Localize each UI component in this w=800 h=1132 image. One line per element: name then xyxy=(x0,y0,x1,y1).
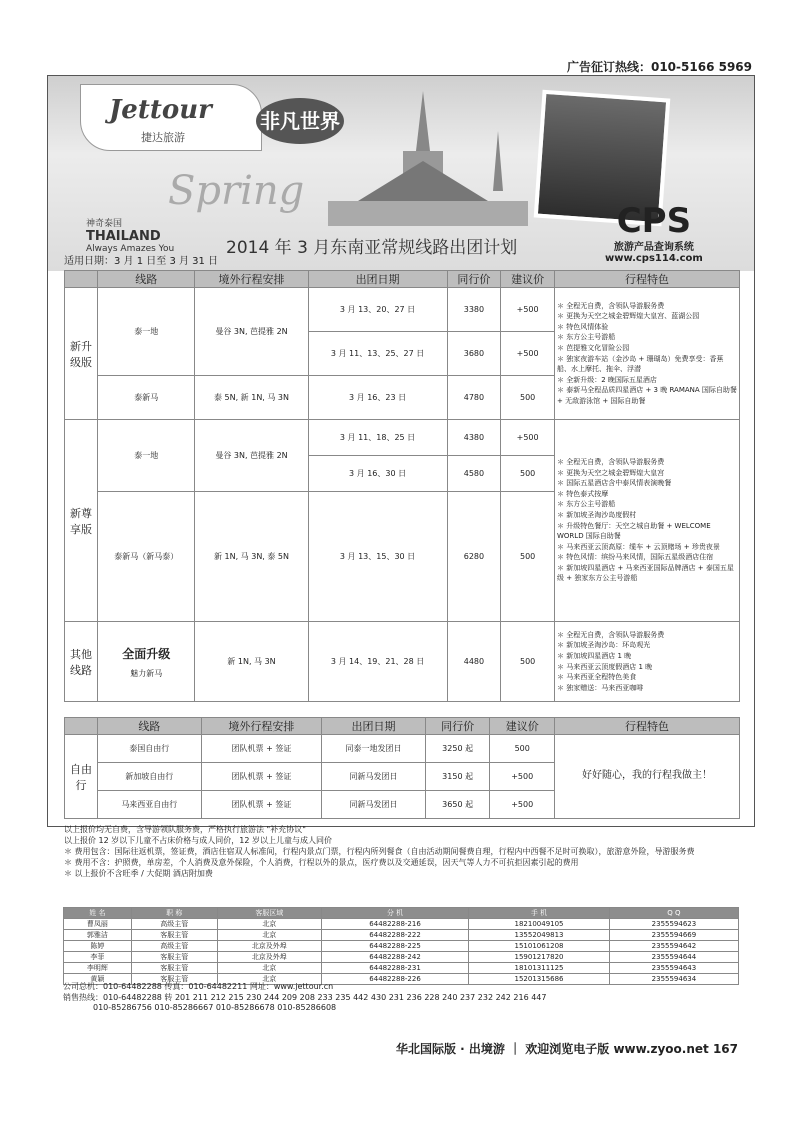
suggested-cell: +500 xyxy=(490,791,555,819)
page-title: 2014 年 3 月东南亚常规线路出团计划 xyxy=(226,238,518,258)
contact-header: 手 机 xyxy=(469,908,610,919)
route-cell: 泰国自由行 xyxy=(98,735,202,763)
contact-cell: 18101311125 xyxy=(469,963,610,974)
category-cell: 自由行 xyxy=(65,735,98,819)
contact-cell: 15101061208 xyxy=(469,941,610,952)
contact-cell: 北京 xyxy=(217,963,321,974)
banner xyxy=(48,76,754,271)
ad-hotline: 广告征订热线：010-5166 5969 xyxy=(566,60,752,74)
itinerary-cell: 团队机票 + 签证 xyxy=(201,791,322,819)
itinerary-cell: 曼谷 3N, 芭提雅 2N xyxy=(195,288,308,376)
cps-sub: 旅游产品查询系统 xyxy=(613,242,694,253)
contact-cell: 15901217820 xyxy=(469,952,610,963)
contact-cell: 北京及外埠 xyxy=(217,952,321,963)
route-cell: 泰一地 xyxy=(98,420,195,492)
contact-cell: 64482288-226 xyxy=(321,974,468,985)
itinerary-cell: 团队机票 + 签证 xyxy=(201,763,322,791)
header-dates: 出团日期 xyxy=(308,271,447,288)
price-cell: 3680 xyxy=(447,332,501,376)
header-price: 同行价 xyxy=(425,718,490,735)
contact-cell: 客服主管 xyxy=(131,952,217,963)
suggested-cell: 500 xyxy=(501,456,555,492)
dates-cell: 同新马发团日 xyxy=(322,791,426,819)
contact-cell: 2355594643 xyxy=(609,963,738,974)
category-cell: 新尊享版 xyxy=(65,420,98,622)
contact-cell: 郭雅洁 xyxy=(64,930,132,941)
dates-cell: 3 月 16、30 日 xyxy=(308,456,447,492)
price-cell: 3650 起 xyxy=(425,791,490,819)
itinerary-cell: 团队机票 + 签证 xyxy=(201,735,322,763)
contact-cell: 18210049105 xyxy=(469,919,610,930)
note-line: 以上报价均无自费，含导游领队服务费，严格执行旅游法 "补充协议" xyxy=(64,825,306,834)
company-contacts xyxy=(63,982,546,1014)
dates-cell: 3 月 11、13、25、27 日 xyxy=(308,332,447,376)
contact-cell: 13552049813 xyxy=(469,930,610,941)
route-name: 魅力新马 xyxy=(130,668,163,678)
contact-header: Q Q xyxy=(609,908,738,919)
tour-table xyxy=(64,270,740,702)
cps-url: www.cps114.com xyxy=(605,253,703,264)
suggested-cell: +500 xyxy=(501,288,555,332)
route-cell: 泰新马 xyxy=(98,376,195,420)
contacts-table xyxy=(63,907,739,985)
contact-cell: 北京 xyxy=(217,919,321,930)
contact-cell: 64482288-225 xyxy=(321,941,468,952)
page-footer: 华北国际版 · 出境游 ｜ 欢迎浏览电子版 www.zyoo.net 167 xyxy=(396,1042,738,1056)
suggested-cell: +500 xyxy=(501,420,555,456)
contact-cell: 曹凤丽 xyxy=(64,919,132,930)
contact-header: 客服区域 xyxy=(217,908,321,919)
contact-cell: 北京 xyxy=(217,974,321,985)
header-category xyxy=(65,718,98,735)
contact-cell: 64482288-242 xyxy=(321,952,468,963)
header-suggested: 建议价 xyxy=(501,271,555,288)
price-cell: 6280 xyxy=(447,492,501,622)
price-cell: 3150 起 xyxy=(425,763,490,791)
contact-cell: 64482288-231 xyxy=(321,963,468,974)
dates-cell: 3 月 13、20、27 日 xyxy=(308,288,447,332)
route-cell: 泰新马（新马泰） xyxy=(98,492,195,622)
category-cell: 其他线路 xyxy=(65,622,98,702)
contact-header: 姓 名 xyxy=(64,908,132,919)
header-features: 行程特色 xyxy=(555,271,740,288)
upgrade-label: 全面升级 xyxy=(122,646,171,661)
note-line: ＊ 以上报价不含旺季 / 大促期 酒店附加费 xyxy=(64,869,213,878)
brand-badge: 非凡世界 xyxy=(256,98,344,144)
price-cell: 3380 xyxy=(447,288,501,332)
contact-cell: 64482288-222 xyxy=(321,930,468,941)
contact-header: 职 称 xyxy=(131,908,217,919)
footer-line: 010-85286756 010-85286667 010-85286678 010-85286608 xyxy=(93,1003,337,1012)
features-cell: 好好随心，我的行程我做主！ xyxy=(555,735,740,819)
header-dates: 出团日期 xyxy=(322,718,426,735)
contact-cell: 2355594669 xyxy=(609,930,738,941)
contact-cell: 15201315686 xyxy=(469,974,610,985)
contact-cell: 李菲 xyxy=(64,952,132,963)
header-category xyxy=(65,271,98,288)
cps-logo xyxy=(605,201,703,264)
logo-en: Jettour xyxy=(109,95,212,125)
price-cell: 4380 xyxy=(447,420,501,456)
contact-cell: 2355594642 xyxy=(609,941,738,952)
note-line: ＊ 费用不含：护照费，单房差，个人消费及意外保险，个人消费，行程以外的景点，医疗费以及交通延误，因天气等人力不可抗拒因素引起的费用 xyxy=(64,858,579,867)
logo-cn: 捷达旅游 xyxy=(141,131,185,144)
contact-cell: 64482288-216 xyxy=(321,919,468,930)
itinerary-cell: 新 1N, 马 3N xyxy=(195,622,308,702)
features-cell: ＊ 全程无自费，含领队导游服务费 ＊ 更换为天空之城金碧辉煌大皇宫、蓝湖公园 ＊ 特色风情体验 ＊ 东方公主号游船 ＊ 芭提雅文化冒险公园 ＊ 独家夜游车站（金沙岛 + 珊瑚岛）免费享受：香蕉船、水上摩托、拖伞、浮潜 ＊ 全新升级：2 晚国际五星酒店 ＊ 泰新马全程品质四星酒店 + 3 晚 RAMANA 国际自助餐 + 无敌游泳馆 + 国际自助餐 xyxy=(555,288,740,420)
contact-cell: 客服主管 xyxy=(131,963,217,974)
thai-big: THAILAND xyxy=(86,229,161,244)
header-route: 线路 xyxy=(98,718,202,735)
route-cell: 新加坡自由行 xyxy=(98,763,202,791)
dates-cell: 3 月 14、19、21、28 日 xyxy=(308,622,447,702)
contact-cell: 黄颖 xyxy=(64,974,132,985)
price-cell: 4580 xyxy=(447,456,501,492)
contact-cell: 2355594634 xyxy=(609,974,738,985)
dates-cell: 3 月 13、15、30 日 xyxy=(308,492,447,622)
suggested-cell: +500 xyxy=(501,332,555,376)
suggested-cell: +500 xyxy=(490,763,555,791)
advertisement-frame xyxy=(47,75,755,878)
thai-small: 神奇泰国 xyxy=(86,219,123,229)
contact-cell: 北京 xyxy=(217,930,321,941)
thailand-logo xyxy=(86,216,174,254)
dates-cell: 同新马发团日 xyxy=(322,763,426,791)
note-line: ＊ 费用包含：国际往返机票，签证费，酒店住宿双人标准间，行程内景点门票，行程内所列餐食（自由活动期间餐费自理，行程内中西餐不足时可换取），旅游意外险，导游服务费 xyxy=(64,847,695,856)
contact-cell: 客服主管 xyxy=(131,974,217,985)
price-cell: 4480 xyxy=(447,622,501,702)
contact-cell: 高级主管 xyxy=(131,919,217,930)
free-travel-table xyxy=(64,717,740,819)
note-line: 以上报价 12 岁以下儿童不占床价格与成人同价，12 岁以上儿童与成人同价 xyxy=(64,836,332,845)
category-cell: 新升级版 xyxy=(65,288,98,420)
dates-cell: 3 月 16、23 日 xyxy=(308,376,447,420)
header-price: 同行价 xyxy=(447,271,501,288)
suggested-cell: 500 xyxy=(501,622,555,702)
contact-cell: 李明辉 xyxy=(64,963,132,974)
cps-big: CPS xyxy=(616,201,692,241)
suggested-cell: 500 xyxy=(501,376,555,420)
footer-line: 销售热线：010-64482288 转 201 211 212 215 230 244 209 208 233 235 442 430 231 236 228 240 237 232 242 216 447 xyxy=(63,992,547,1002)
features-cell: ＊ 全程无自费，含领队导游服务费 ＊ 更换为天空之城金碧辉煌大皇宫 ＊ 国际五星酒店含中泰风情表演晚餐 ＊ 特色泰式按摩 ＊ 东方公主号游船 ＊ 新加坡圣淘沙岛度假村 ＊ 升级特色餐厅：天空之城自助餐 + WELCOME WORLD 国际自助餐 ＊ 马来西亚云顶高原：缆车 + 云顶赌场 + 珍贵夜景 ＊ 特色风情：缤纷马来风情，国际五星级酒店住宿 ＊ 新加坡四星酒店 + 马来西亚国际品牌酒店 + 泰国五星级 + 独家东方公主号游船 xyxy=(555,420,740,622)
notes-block xyxy=(64,824,754,879)
itinerary-cell: 曼谷 3N, 芭提雅 2N xyxy=(195,420,308,492)
route-cell xyxy=(98,622,195,702)
header-route: 线路 xyxy=(98,271,195,288)
contact-cell: 北京及外埠 xyxy=(217,941,321,952)
route-cell: 马来西亚自由行 xyxy=(98,791,202,819)
header-suggested: 建议价 xyxy=(490,718,555,735)
route-cell: 泰一地 xyxy=(98,288,195,376)
contact-header: 分 机 xyxy=(321,908,468,919)
suggested-cell: 500 xyxy=(490,735,555,763)
jettour-logo xyxy=(80,84,262,151)
header-features: 行程特色 xyxy=(555,718,740,735)
contact-cell: 陈婷 xyxy=(64,941,132,952)
features-cell: ＊ 全程无自费，含领队导游服务费 ＊ 新加坡圣淘沙岛：环岛观光 ＊ 新加坡四星酒店 1 晚 ＊ 马来西亚云顶度假酒店 1 晚 ＊ 马来西亚全程特色美食 ＊ 独家赠送：马来西亚咖啡 xyxy=(555,622,740,702)
header-itinerary: 境外行程安排 xyxy=(201,718,322,735)
contact-cell: 2355594644 xyxy=(609,952,738,963)
temple-illustration xyxy=(298,91,548,231)
valid-period: 适用日期：3 月 1 日至 3 月 31 日 xyxy=(64,256,219,267)
suggested-cell: 500 xyxy=(501,492,555,622)
contact-cell: 高级主管 xyxy=(131,941,217,952)
itinerary-cell: 新 1N, 马 3N, 泰 5N xyxy=(195,492,308,622)
contacts-section xyxy=(63,907,739,985)
price-cell: 4780 xyxy=(447,376,501,420)
header-itinerary: 境外行程安排 xyxy=(195,271,308,288)
price-cell: 3250 起 xyxy=(425,735,490,763)
dates-cell: 3 月 11、18、25 日 xyxy=(308,420,447,456)
thai-slogan: Always Amazes You xyxy=(86,244,175,254)
contact-cell: 客服主管 xyxy=(131,930,217,941)
footer-line: 公司总机：010-64482288 传真：010-64482211 网址：www.jettour.cn xyxy=(63,982,334,991)
contact-cell: 2355594623 xyxy=(609,919,738,930)
dates-cell: 同泰一地发团日 xyxy=(322,735,426,763)
spring-word: Spring xyxy=(168,168,305,214)
itinerary-cell: 泰 5N, 新 1N, 马 3N xyxy=(195,376,308,420)
